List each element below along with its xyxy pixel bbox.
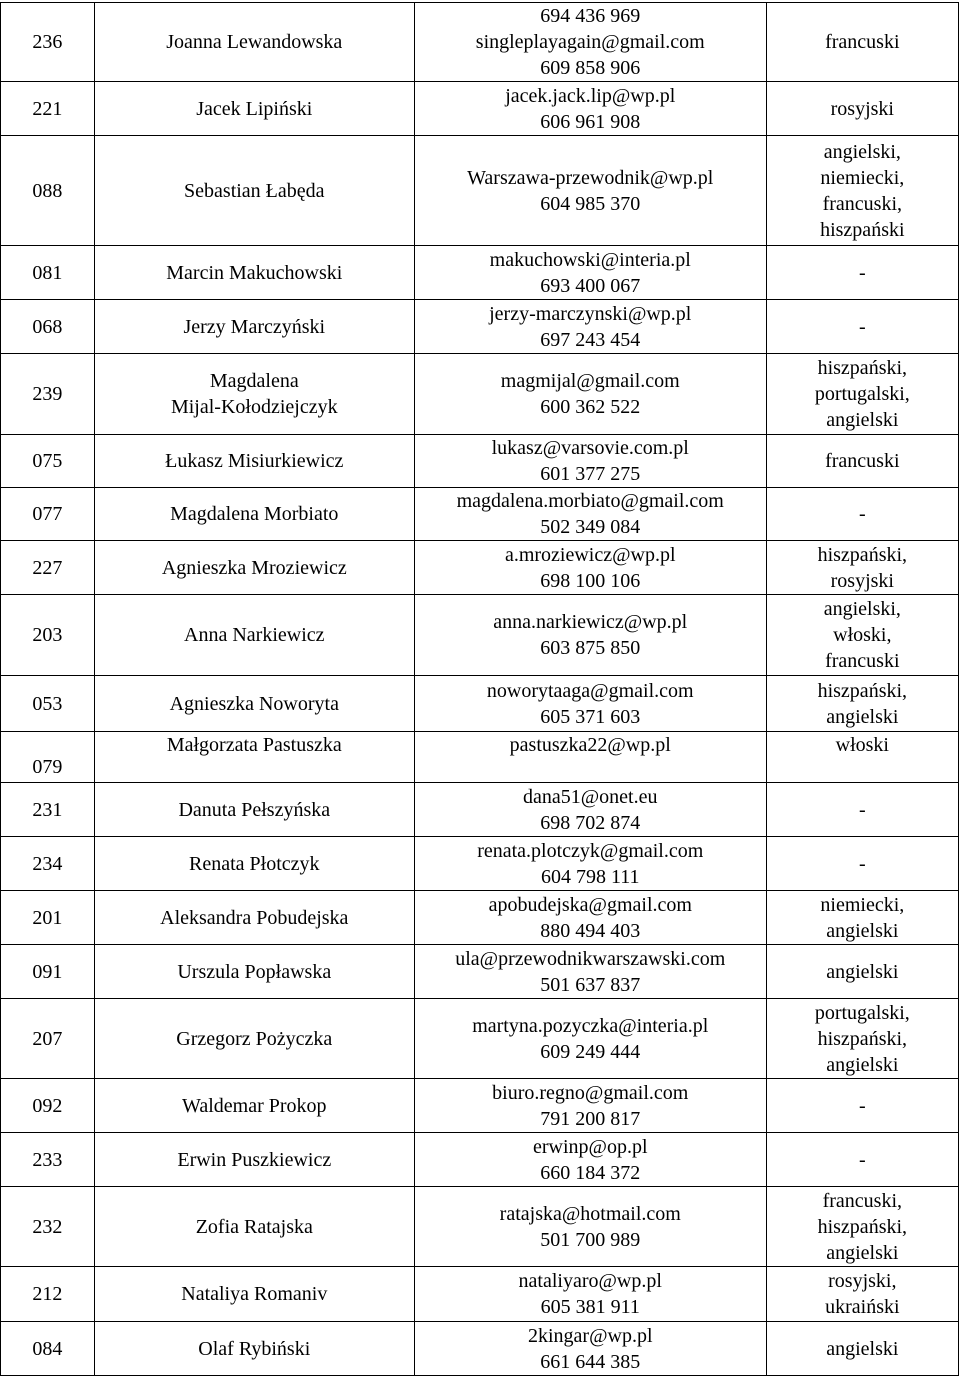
guide-contact	[414, 488, 766, 541]
contact-line: 604 798 111	[540, 865, 640, 888]
contact-line: 661 644 385	[540, 1350, 641, 1373]
guide-languages	[766, 82, 958, 136]
guide-name	[94, 1187, 414, 1267]
language-line: angielski	[826, 1241, 899, 1264]
guide-name	[94, 136, 414, 246]
table-row	[1, 82, 959, 136]
contact-line: magmijal@gmail.com	[500, 370, 680, 392]
guide-id: 079	[1, 732, 95, 783]
guide-languages	[766, 783, 958, 837]
guide-id: 207	[1, 999, 95, 1079]
contact-line: 698 100 106	[540, 569, 641, 592]
language-line: -	[858, 503, 866, 525]
language-line: rosyjski	[830, 569, 894, 592]
table-row	[1, 732, 959, 783]
contact-line: 603 875 850	[540, 637, 641, 659]
contact-line: pastuszka22@wp.pl	[509, 734, 671, 756]
guide-contact	[414, 837, 766, 891]
guide-name-line: Grzegorz Pożyczka	[176, 1027, 333, 1050]
language-line: włoski,	[833, 624, 892, 646]
guide-contact	[414, 82, 766, 136]
table-row	[1, 1322, 959, 1376]
contact-line: nataliyaro@wp.pl	[518, 1270, 662, 1292]
table-row	[1, 676, 959, 732]
guide-languages	[766, 3, 958, 82]
contact-line: dana51@onet.eu	[523, 785, 658, 808]
guide-name-line: Aleksandra Pobudejska	[160, 906, 349, 929]
contact-line: lukasz@varsovie.com.pl	[491, 437, 689, 459]
guide-languages	[766, 891, 958, 945]
guide-contact	[414, 354, 766, 435]
guide-languages	[766, 300, 958, 354]
contact-line: 501 700 989	[540, 1228, 641, 1251]
table-row	[1, 3, 959, 82]
language-line: portugalski,	[814, 1001, 910, 1024]
guide-name-line: Nataliya Romaniv	[181, 1283, 328, 1305]
guide-name	[94, 732, 414, 783]
guide-id: 088	[1, 136, 95, 246]
table-row	[1, 595, 959, 676]
guide-id: 091	[1, 945, 95, 999]
guide-id: 075	[1, 435, 95, 488]
guide-name-line: Joanna Lewandowska	[166, 31, 343, 53]
contact-line: 609 858 906	[540, 57, 641, 79]
guide-name	[94, 1322, 414, 1376]
guide-contact	[414, 541, 766, 595]
guide-contact	[414, 1267, 766, 1322]
guide-name	[94, 82, 414, 136]
guide-id: 092	[1, 1079, 95, 1133]
guide-name	[94, 3, 414, 82]
language-line: niemiecki,	[820, 166, 905, 189]
guide-languages	[766, 1322, 958, 1376]
guide-contact	[414, 999, 766, 1079]
table-row	[1, 541, 959, 595]
contact-line: apobudejska@gmail.com	[488, 893, 692, 916]
guide-id: 232	[1, 1187, 95, 1267]
guide-languages	[766, 246, 958, 300]
guide-name-line: Jerzy Marczyński	[183, 315, 326, 338]
contact-line: 791 200 817	[540, 1107, 641, 1130]
guide-id: 068	[1, 300, 95, 354]
language-line: angielski	[826, 1053, 899, 1076]
language-line: -	[858, 1148, 866, 1171]
table-row	[1, 136, 959, 246]
guide-id: 236	[1, 3, 95, 82]
contact-line: jerzy-marczynski@wp.pl	[489, 302, 692, 325]
contact-line: 697 243 454	[540, 328, 641, 351]
contact-line: 693 400 067	[540, 274, 641, 297]
contact-line: jacek.jack.lip@wp.pl	[505, 84, 676, 107]
contact-line: 605 371 603	[540, 705, 641, 728]
guide-contact	[414, 783, 766, 837]
guide-contact	[414, 732, 766, 783]
contact-line: 604 985 370	[540, 192, 641, 215]
guide-languages	[766, 1267, 958, 1322]
guide-name-line: Mijal-Kołodziejczyk	[170, 396, 338, 418]
language-line: -	[858, 315, 866, 338]
table-row	[1, 435, 959, 488]
guide-name-line: Renata Płotczyk	[189, 852, 320, 875]
guide-id: 233	[1, 1133, 95, 1187]
guide-name-line: Agnieszka Noworyta	[169, 692, 339, 715]
contact-line: 601 377 275	[540, 463, 641, 485]
guide-languages	[766, 488, 958, 541]
guides-table	[0, 2, 959, 1376]
contact-line: erwinp@op.pl	[532, 1135, 648, 1158]
guide-contact	[414, 1187, 766, 1267]
guide-id: 234	[1, 837, 95, 891]
language-line: hiszpański,	[817, 679, 908, 702]
contact-line: 698 702 874	[540, 811, 641, 834]
table-row	[1, 488, 959, 541]
contact-line: a.mroziewicz@wp.pl	[504, 543, 676, 566]
guide-name-line: Łukasz Misiurkiewicz	[165, 450, 344, 472]
contact-line: singleplayagain@gmail.com	[475, 31, 705, 53]
guide-name	[94, 676, 414, 732]
table-row	[1, 783, 959, 837]
guide-name	[94, 783, 414, 837]
contact-line: Warszawa-przewodnik@wp.pl	[467, 166, 714, 189]
contact-line: noworytaaga@gmail.com	[486, 679, 694, 702]
guides-table-body	[1, 3, 959, 1376]
guide-languages	[766, 945, 958, 999]
guide-languages	[766, 999, 958, 1079]
language-line: portugalski,	[814, 383, 910, 405]
guide-name-line: Danuta Pełszyńska	[178, 798, 331, 821]
language-line: hiszpański	[820, 218, 905, 241]
contact-line: 600 362 522	[540, 396, 641, 418]
language-line: angielski	[826, 919, 899, 942]
language-line: francuski	[825, 450, 900, 472]
contact-line: 609 249 444	[540, 1040, 641, 1063]
guide-name	[94, 837, 414, 891]
contact-line: makuchowski@interia.pl	[489, 248, 691, 271]
guide-contact	[414, 595, 766, 676]
contact-line: martyna.pozyczka@interia.pl	[472, 1014, 709, 1037]
guide-name-line: Marcin Makuchowski	[166, 261, 343, 284]
language-line: angielski,	[823, 598, 901, 620]
contact-line: renata.plotczyk@gmail.com	[477, 839, 704, 862]
guide-languages	[766, 595, 958, 676]
guide-name-line: Urszula Popławska	[177, 960, 332, 983]
contact-line: 694 436 969	[540, 5, 641, 27]
guide-name-line: Małgorzata Pastuszka	[166, 734, 342, 756]
guide-id: 231	[1, 783, 95, 837]
language-line: niemiecki,	[820, 893, 905, 916]
table-row	[1, 354, 959, 435]
language-line: angielski,	[823, 140, 901, 163]
guide-id: 201	[1, 891, 95, 945]
guide-contact	[414, 945, 766, 999]
contact-line: magdalena.morbiato@gmail.com	[456, 490, 724, 512]
guide-id: 053	[1, 676, 95, 732]
language-line: hiszpański,	[817, 1027, 908, 1050]
contact-line: anna.narkiewicz@wp.pl	[493, 611, 688, 633]
guide-name	[94, 999, 414, 1079]
language-line: angielski	[826, 960, 899, 983]
contact-line: 501 637 837	[540, 973, 641, 996]
guide-id: 221	[1, 82, 95, 136]
language-line: hiszpański,	[817, 357, 908, 379]
table-row	[1, 837, 959, 891]
contact-line: 502 349 084	[540, 516, 641, 538]
language-line: angielski	[826, 705, 899, 728]
language-line: angielski	[826, 409, 899, 431]
guide-name-line: Magdalena	[209, 370, 299, 392]
guide-languages	[766, 354, 958, 435]
contact-line: 880 494 403	[540, 919, 641, 942]
guide-name	[94, 1133, 414, 1187]
guide-languages	[766, 732, 958, 783]
language-line: rosyjski	[830, 97, 894, 120]
language-line: francuski	[825, 31, 900, 53]
guide-id: 203	[1, 595, 95, 676]
table-row	[1, 246, 959, 300]
language-line: -	[858, 798, 866, 821]
guide-languages	[766, 676, 958, 732]
table-row	[1, 1187, 959, 1267]
table-row	[1, 945, 959, 999]
guide-id: 239	[1, 354, 95, 435]
language-line: hiszpański,	[817, 1215, 908, 1238]
contact-line: ratajska@hotmail.com	[499, 1202, 681, 1225]
language-line: -	[858, 261, 866, 284]
guide-id: 212	[1, 1267, 95, 1322]
guide-name-line: Anna Narkiewicz	[184, 624, 325, 646]
guide-id: 077	[1, 488, 95, 541]
language-line: ukraiński	[825, 1296, 900, 1318]
guide-name	[94, 541, 414, 595]
language-line: rosyjski,	[828, 1270, 897, 1292]
table-row	[1, 1133, 959, 1187]
guide-contact	[414, 246, 766, 300]
guide-contact	[414, 1133, 766, 1187]
guide-name-line: Erwin Puszkiewicz	[177, 1148, 332, 1171]
language-line: francuski,	[822, 1189, 903, 1212]
guide-languages	[766, 1133, 958, 1187]
guide-name-line: Zofia Ratajska	[195, 1215, 313, 1238]
guide-contact	[414, 435, 766, 488]
guide-name-line: Jacek Lipiński	[196, 97, 313, 120]
contact-line: biuro.regno@gmail.com	[492, 1081, 689, 1104]
table-row	[1, 300, 959, 354]
guide-contact	[414, 676, 766, 732]
guide-languages	[766, 541, 958, 595]
guide-languages	[766, 837, 958, 891]
language-line: francuski,	[822, 192, 903, 215]
contact-line: 2kingar@wp.pl	[527, 1324, 653, 1347]
guide-languages	[766, 1079, 958, 1133]
language-line: francuski	[825, 650, 900, 672]
guide-name-line: Magdalena Morbiato	[170, 503, 339, 525]
guide-name	[94, 945, 414, 999]
language-line: włoski	[835, 734, 889, 756]
guide-languages	[766, 136, 958, 246]
contact-line: 660 184 372	[540, 1161, 641, 1184]
guide-id: 227	[1, 541, 95, 595]
guide-name	[94, 488, 414, 541]
guide-contact	[414, 1079, 766, 1133]
language-line: hiszpański,	[817, 543, 908, 566]
guide-name	[94, 595, 414, 676]
guide-contact	[414, 1322, 766, 1376]
guide-name	[94, 300, 414, 354]
contact-line: 606 961 908	[540, 110, 641, 133]
table-row	[1, 1079, 959, 1133]
contact-line: 605 381 911	[540, 1296, 640, 1318]
guide-name	[94, 1267, 414, 1322]
guide-id: 084	[1, 1322, 95, 1376]
guide-name	[94, 246, 414, 300]
guide-name	[94, 1079, 414, 1133]
guide-id: 081	[1, 246, 95, 300]
guide-languages	[766, 435, 958, 488]
guide-name	[94, 435, 414, 488]
contact-line: ula@przewodnikwarszawski.com	[455, 947, 726, 970]
guide-name-line: Waldemar Prokop	[182, 1094, 327, 1117]
guide-name	[94, 891, 414, 945]
guide-contact	[414, 891, 766, 945]
language-line: -	[858, 852, 866, 875]
table-row	[1, 1267, 959, 1322]
language-line: angielski	[826, 1337, 899, 1360]
guide-name-line: Sebastian Łabęda	[184, 179, 325, 202]
guide-name	[94, 354, 414, 435]
guide-name-line: Agnieszka Mroziewicz	[161, 556, 347, 579]
guide-contact	[414, 3, 766, 82]
table-row	[1, 891, 959, 945]
guide-name-line: Olaf Rybiński	[198, 1337, 311, 1360]
language-line: -	[858, 1094, 866, 1117]
guide-languages	[766, 1187, 958, 1267]
guide-contact	[414, 136, 766, 246]
guide-contact	[414, 300, 766, 354]
table-row	[1, 999, 959, 1079]
